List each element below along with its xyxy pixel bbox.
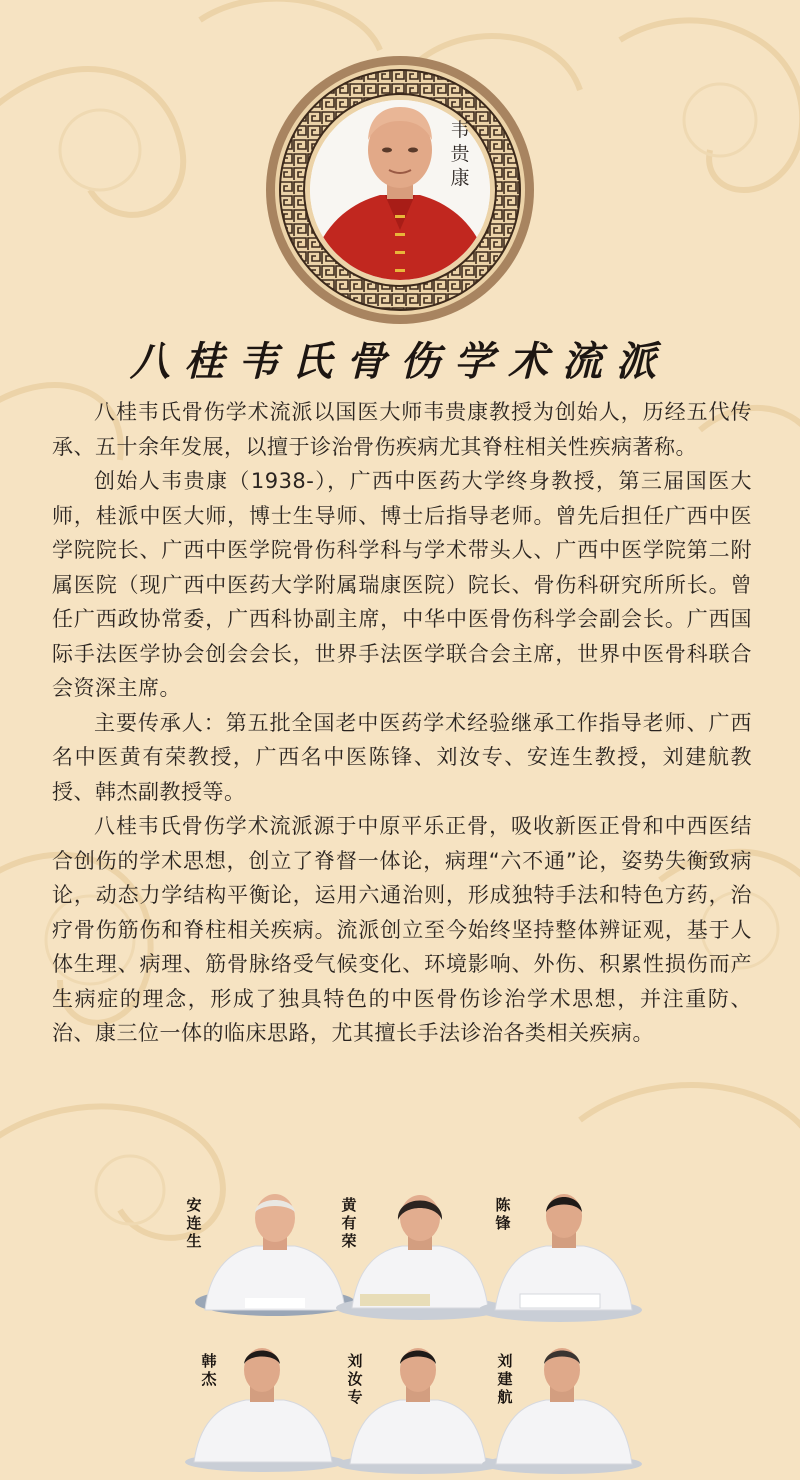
founder-name-label: 韦贵康 — [450, 119, 470, 189]
paragraph-inheritors: 主要传承人：第五批全国老中医药学术经验继承工作指导老师、广西名中医黄有荣教授，广西名中医陈锋、刘汝专、安连生教授，刘建航教授、韩杰副教授等。 — [52, 710, 752, 804]
inheritor-portrait — [480, 1190, 650, 1330]
paragraph-theory: 八桂韦氏骨伤学术流派源于中原平乐正骨，吸收新医正骨和中西医结合创伤的学术思想，创立了脊督一体论，病理“六不通”论，姿势失衡致病论，动态力学结构平衡论，运用六通治则，形成独特手法和特色方药，治疗骨伤筋伤和脊柱相关疾病。流派创立至今始终坚持整体辨证观，基于人体生理、病理、筋骨脉络受气候变化、环境影响、外伤、积累性损伤而产生病症的理念，形成了独具特色的中医骨伤诊治学术思想，并注重防、治、康三位一体的临床思路，尤其擅长手法诊治各类相关疾病。 — [52, 814, 752, 1045]
inheritor-name: 陈锋 — [495, 1196, 511, 1232]
paragraph-founder: 创始人韦贵康（1938-），广西中医药大学终身教授，第三届国医大师，桂派中医大师，博士生导师、博士后指导老师。曾先后担任广西中医学院院长、广西中医学院骨伤科学科与学术带头人、广西中医学院第二附属医院（现广西中医药大学附属瑞康医院）院长、骨伤科研究所所长。曾任广西政协常委，广西科协副主席，中华中医骨伤科学会副会长。广西国际手法医学协会创会会长，世界手法医学联合会主席，世界中医骨科联合会资深主席。 — [52, 469, 752, 700]
inheritor-name: 黄有荣 — [341, 1196, 357, 1250]
page-title: 八桂韦氏骨伤学术流派 — [130, 338, 670, 385]
inheritor-name: 刘建航 — [497, 1352, 513, 1406]
founder-portrait — [265, 55, 535, 325]
paragraph-overview: 八桂韦氏骨伤学术流派以国医大师韦贵康教授为创始人，历经五代传承、五十余年发展，以擅于诊治骨伤疾病尤其脊柱相关性疾病著称。 — [52, 400, 752, 459]
inheritor-portrait — [480, 1340, 650, 1480]
inheritor-name: 安连生 — [186, 1196, 202, 1250]
inheritor-portrait — [330, 1340, 500, 1480]
inheritor-portrait — [180, 1340, 350, 1480]
inheritor-name: 刘汝专 — [347, 1352, 363, 1406]
introduction-text — [52, 395, 752, 1051]
inheritor-name: 韩杰 — [201, 1352, 217, 1388]
inheritor-portrait — [330, 1190, 500, 1330]
